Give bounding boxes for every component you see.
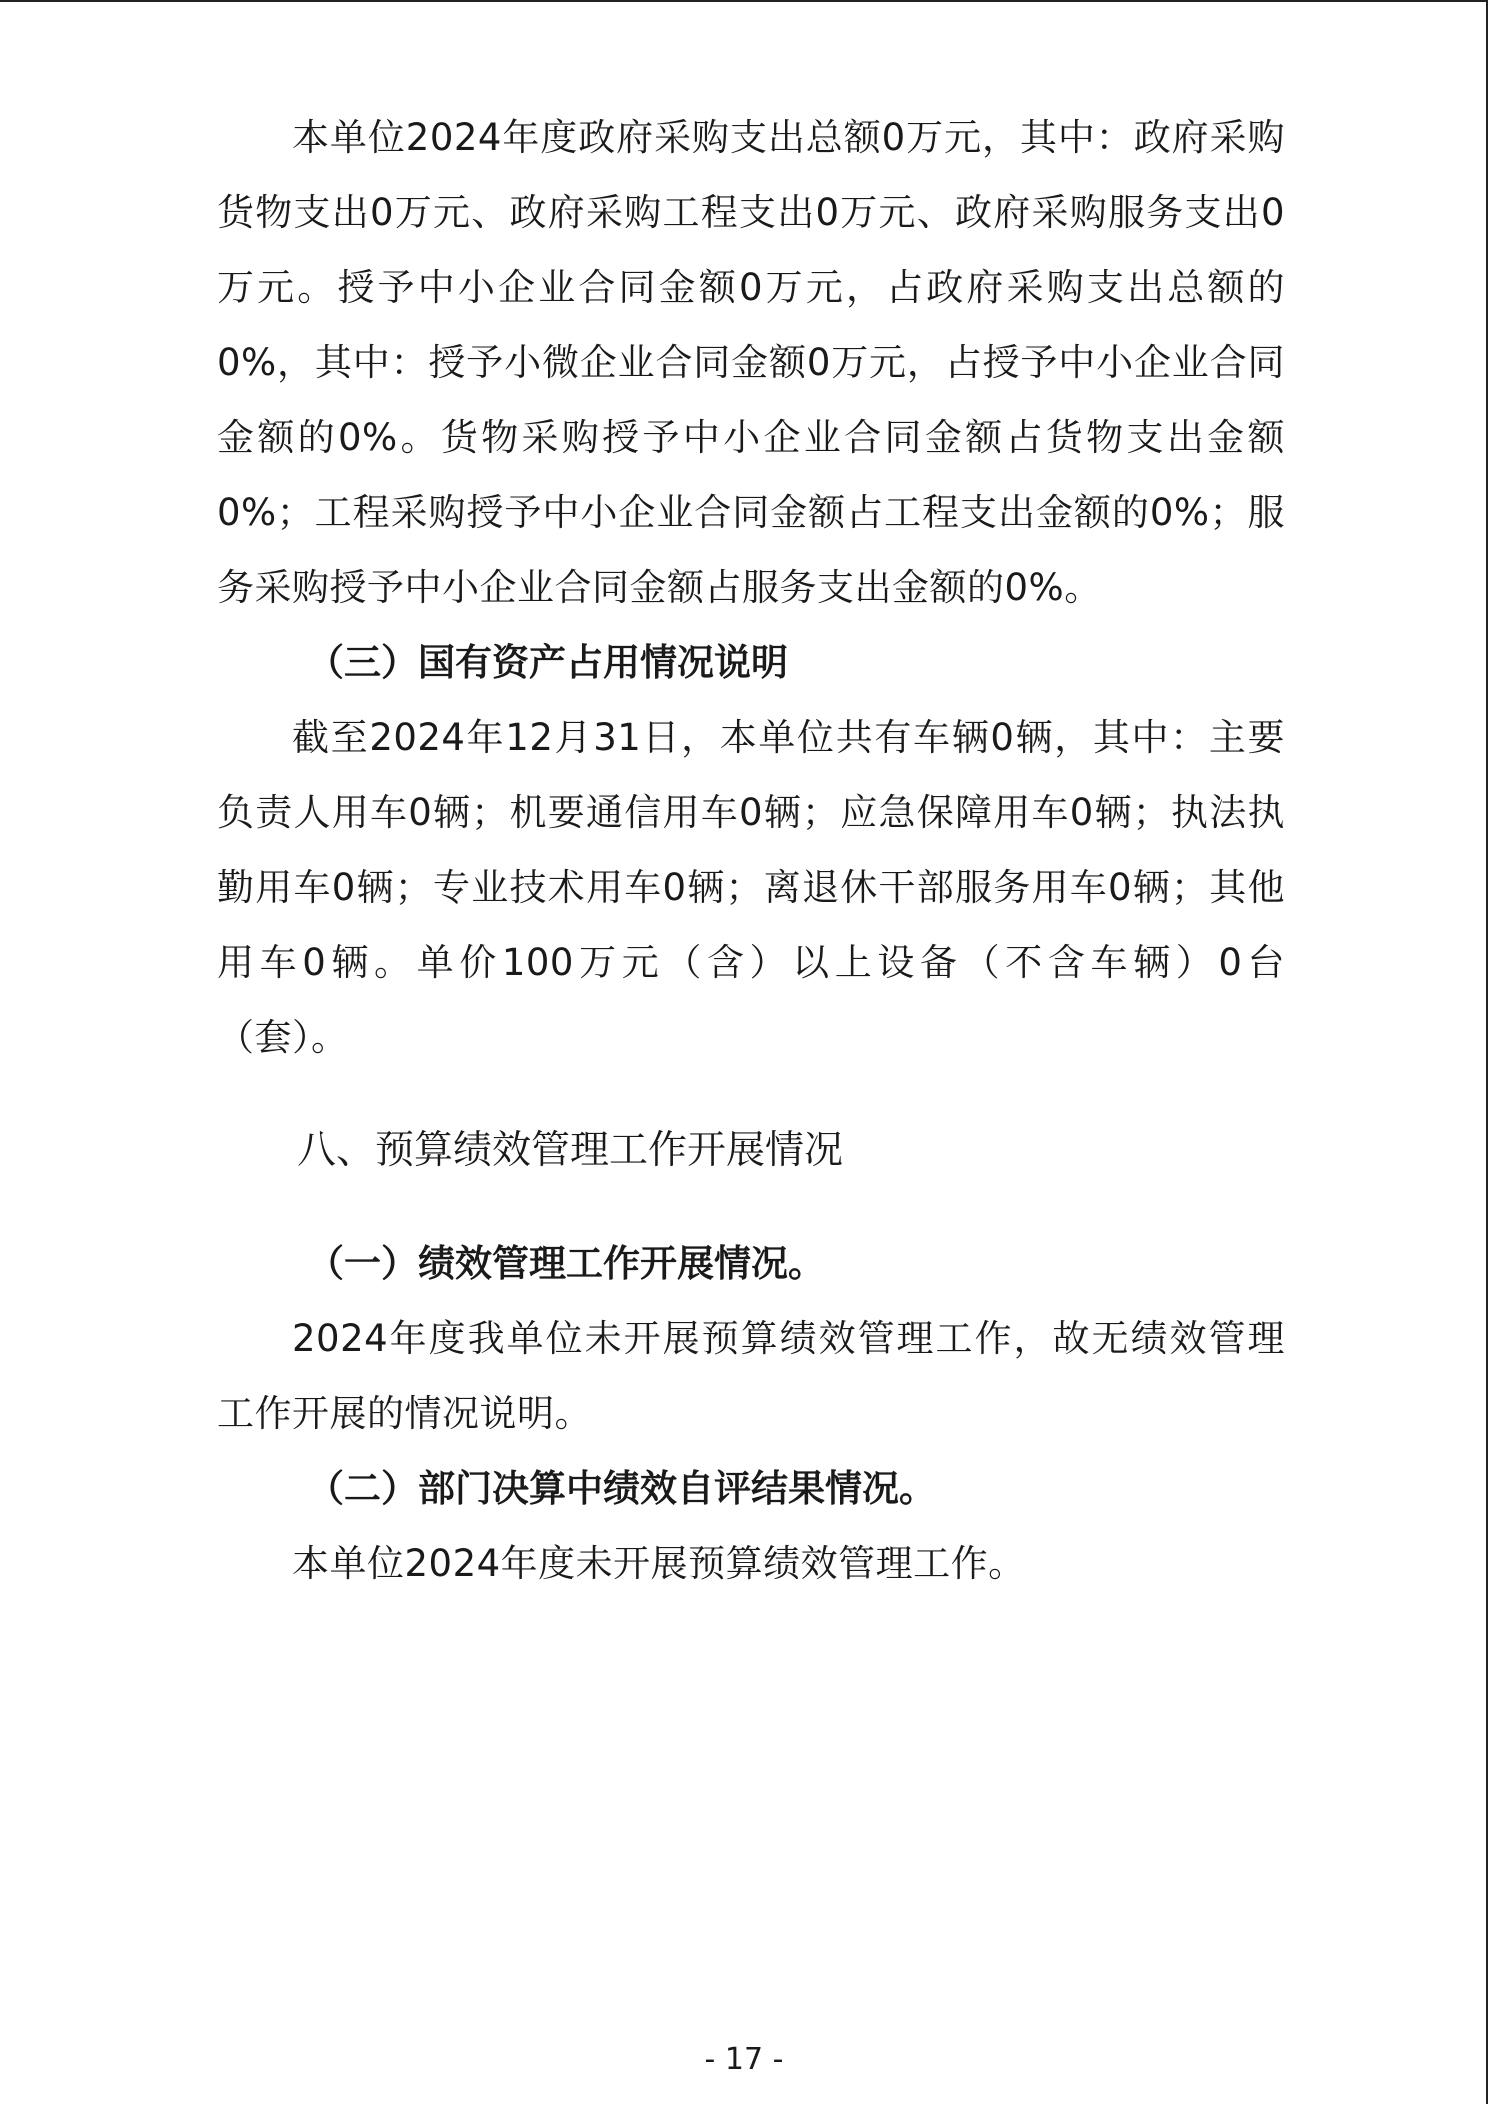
spacer	[217, 1188, 1285, 1226]
subheading-self-evaluation: （二）部门决算中绩效自评结果情况。	[307, 1467, 936, 1510]
subheading-state-assets: （三）国有资产占用情况说明	[307, 641, 788, 684]
procurement-paragraph: 本单位2024年度政府采购支出总额0万元，其中：政府采购货物支出0万元、政府采购工程支出0万元、政府采购服务支出0万元。授予中小企业合同金额0万元，占政府采购支出总额的0%，其中：授予小微企业合同金额0万元，占授予中小企业合同金额的0%。货物采购授予中小企业合同金额占货物支出金额0%；工程采购授予中小企业合同金额占工程支出金额的0%；服务采购授予中小企业合同金额占服务支出金额的0%。	[217, 116, 1285, 609]
page-number: - 17 -	[704, 2042, 784, 2077]
subheading-performance-management: （一）绩效管理工作开展情况。	[307, 1242, 825, 1285]
spacer	[217, 1075, 1285, 1113]
self-evaluation-paragraph: 本单位2024年度未开展预算绩效管理工作。	[292, 1542, 1026, 1585]
performance-management-paragraph: 2024年度我单位未开展预算绩效管理工作，故无绩效管理工作开展的情况说明。	[217, 1317, 1285, 1435]
section-heading-performance: 八、预算绩效管理工作开展情况	[297, 1128, 844, 1173]
document-body	[217, 100, 1285, 1601]
assets-paragraph: 截至2024年12月31日，本单位共有车辆0辆，其中：主要负责人用车0辆；机要通信用车0辆；应急保障用车0辆；执法执勤用车0辆；专业技术用车0辆；离退休干部服务用车0辆；其他用车0辆。单价100万元（含）以上设备（不含车辆）0台（套）。	[217, 716, 1285, 1059]
page-top-border	[0, 0, 1488, 2]
